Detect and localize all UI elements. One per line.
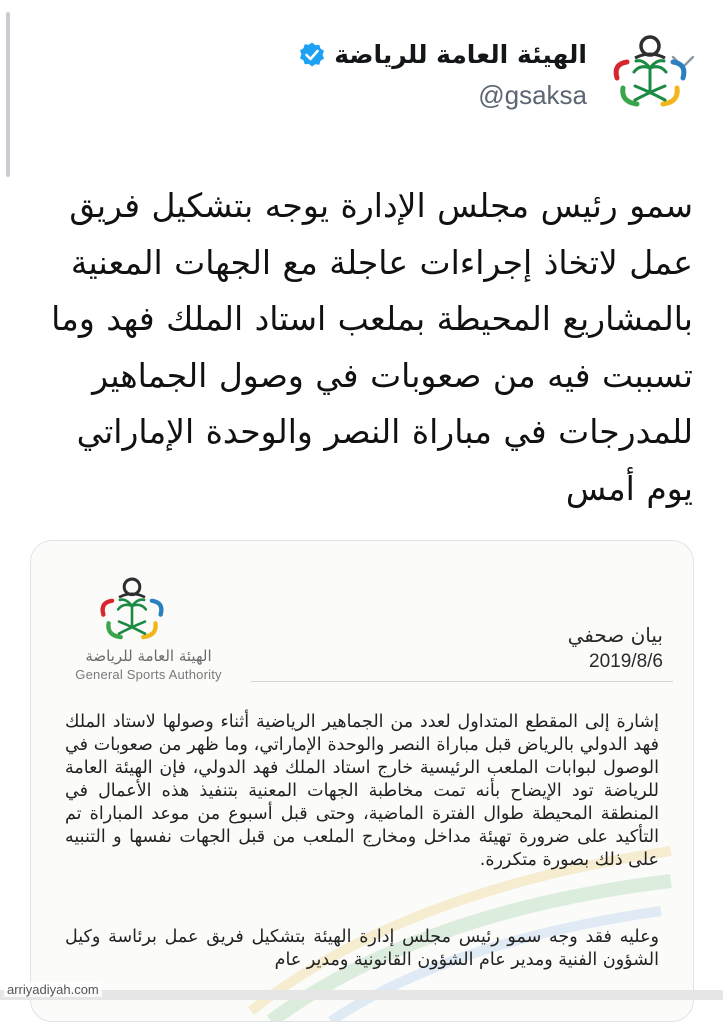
document-org-name-english: General Sports Authority (75, 667, 222, 682)
document-date: 2019/8/6 (589, 651, 663, 672)
tweet-text-line: عمل لاتخاذ إجراءات عاجلة مع الجهات المعنية (70, 242, 693, 282)
document-divider (251, 681, 673, 682)
document-org-name-arabic: الهيئة العامة للرياضة (85, 647, 212, 665)
tweet-text-line: بالمشاريع المحيطة بملعب استاد الملك فهد وما (51, 299, 693, 338)
tweet-text (40, 178, 693, 517)
verified-badge-icon (298, 41, 326, 69)
tweet-header (30, 30, 695, 120)
bottom-bar (0, 990, 723, 1000)
tweet-media-card[interactable] (30, 540, 694, 1022)
tweet-text-line: تسببت فيه من صعوبات في وصول الجماهير (92, 355, 693, 395)
name-row[interactable] (298, 40, 587, 69)
user-handle[interactable]: @gsaksa (478, 80, 587, 110)
tweet-text-line: يوم أمس (565, 468, 693, 508)
scroll-indicator[interactable] (6, 12, 10, 177)
source-credit: arriyadiyah.com (4, 982, 102, 997)
gsa-avatar-logo[interactable] (605, 30, 695, 120)
document-heading: بيان صحفي (567, 623, 663, 647)
document-paragraph-1: إشارة إلى المقطع المتداول لعدد من الجماهير الرياضية أثناء وصولها لاستاد الملك فهد الدولي بالرياض قبل مباراة النصر والوحدة الإماراتي، وما ظهر من صعوبات في الوصول لبوابات الملعب الرئيسية خارج استاد الملك فهد الدولي، فإن الهيئة العامة للرياضة تود الإيضاح بأنه تمت مخاطبة الجهات المعنية بتنفيذ هذه الأعمال في المنطقة المحيطة طوال الفترة الماضية، وحتى قبل أسبوع من موعد المباراة تم التأكيد على ضرورة تهيئة مداخل ومخارج الملعب من قبل الجهات نفسها و التنبيه على ذلك بصورة متكررة. (65, 712, 659, 870)
display-name[interactable]: الهيئة العامة للرياضة (334, 40, 587, 69)
tweet-text-line: سمو رئيس مجلس الإدارة يوجه بتشكيل فريق (69, 186, 693, 225)
gsa-document-logo (93, 573, 171, 651)
document-paragraph-2: وعليه فقد وجه سمو رئيس مجلس إدارة الهيئة بتشكيل فريق عمل برئاسة وكيل الشؤون الفنية ومدير عام الشؤون القانونية ومدير عام (65, 927, 659, 970)
tweet-text-line: للمدرجات في مباراة النصر والوحدة الإماراتي (76, 412, 693, 451)
